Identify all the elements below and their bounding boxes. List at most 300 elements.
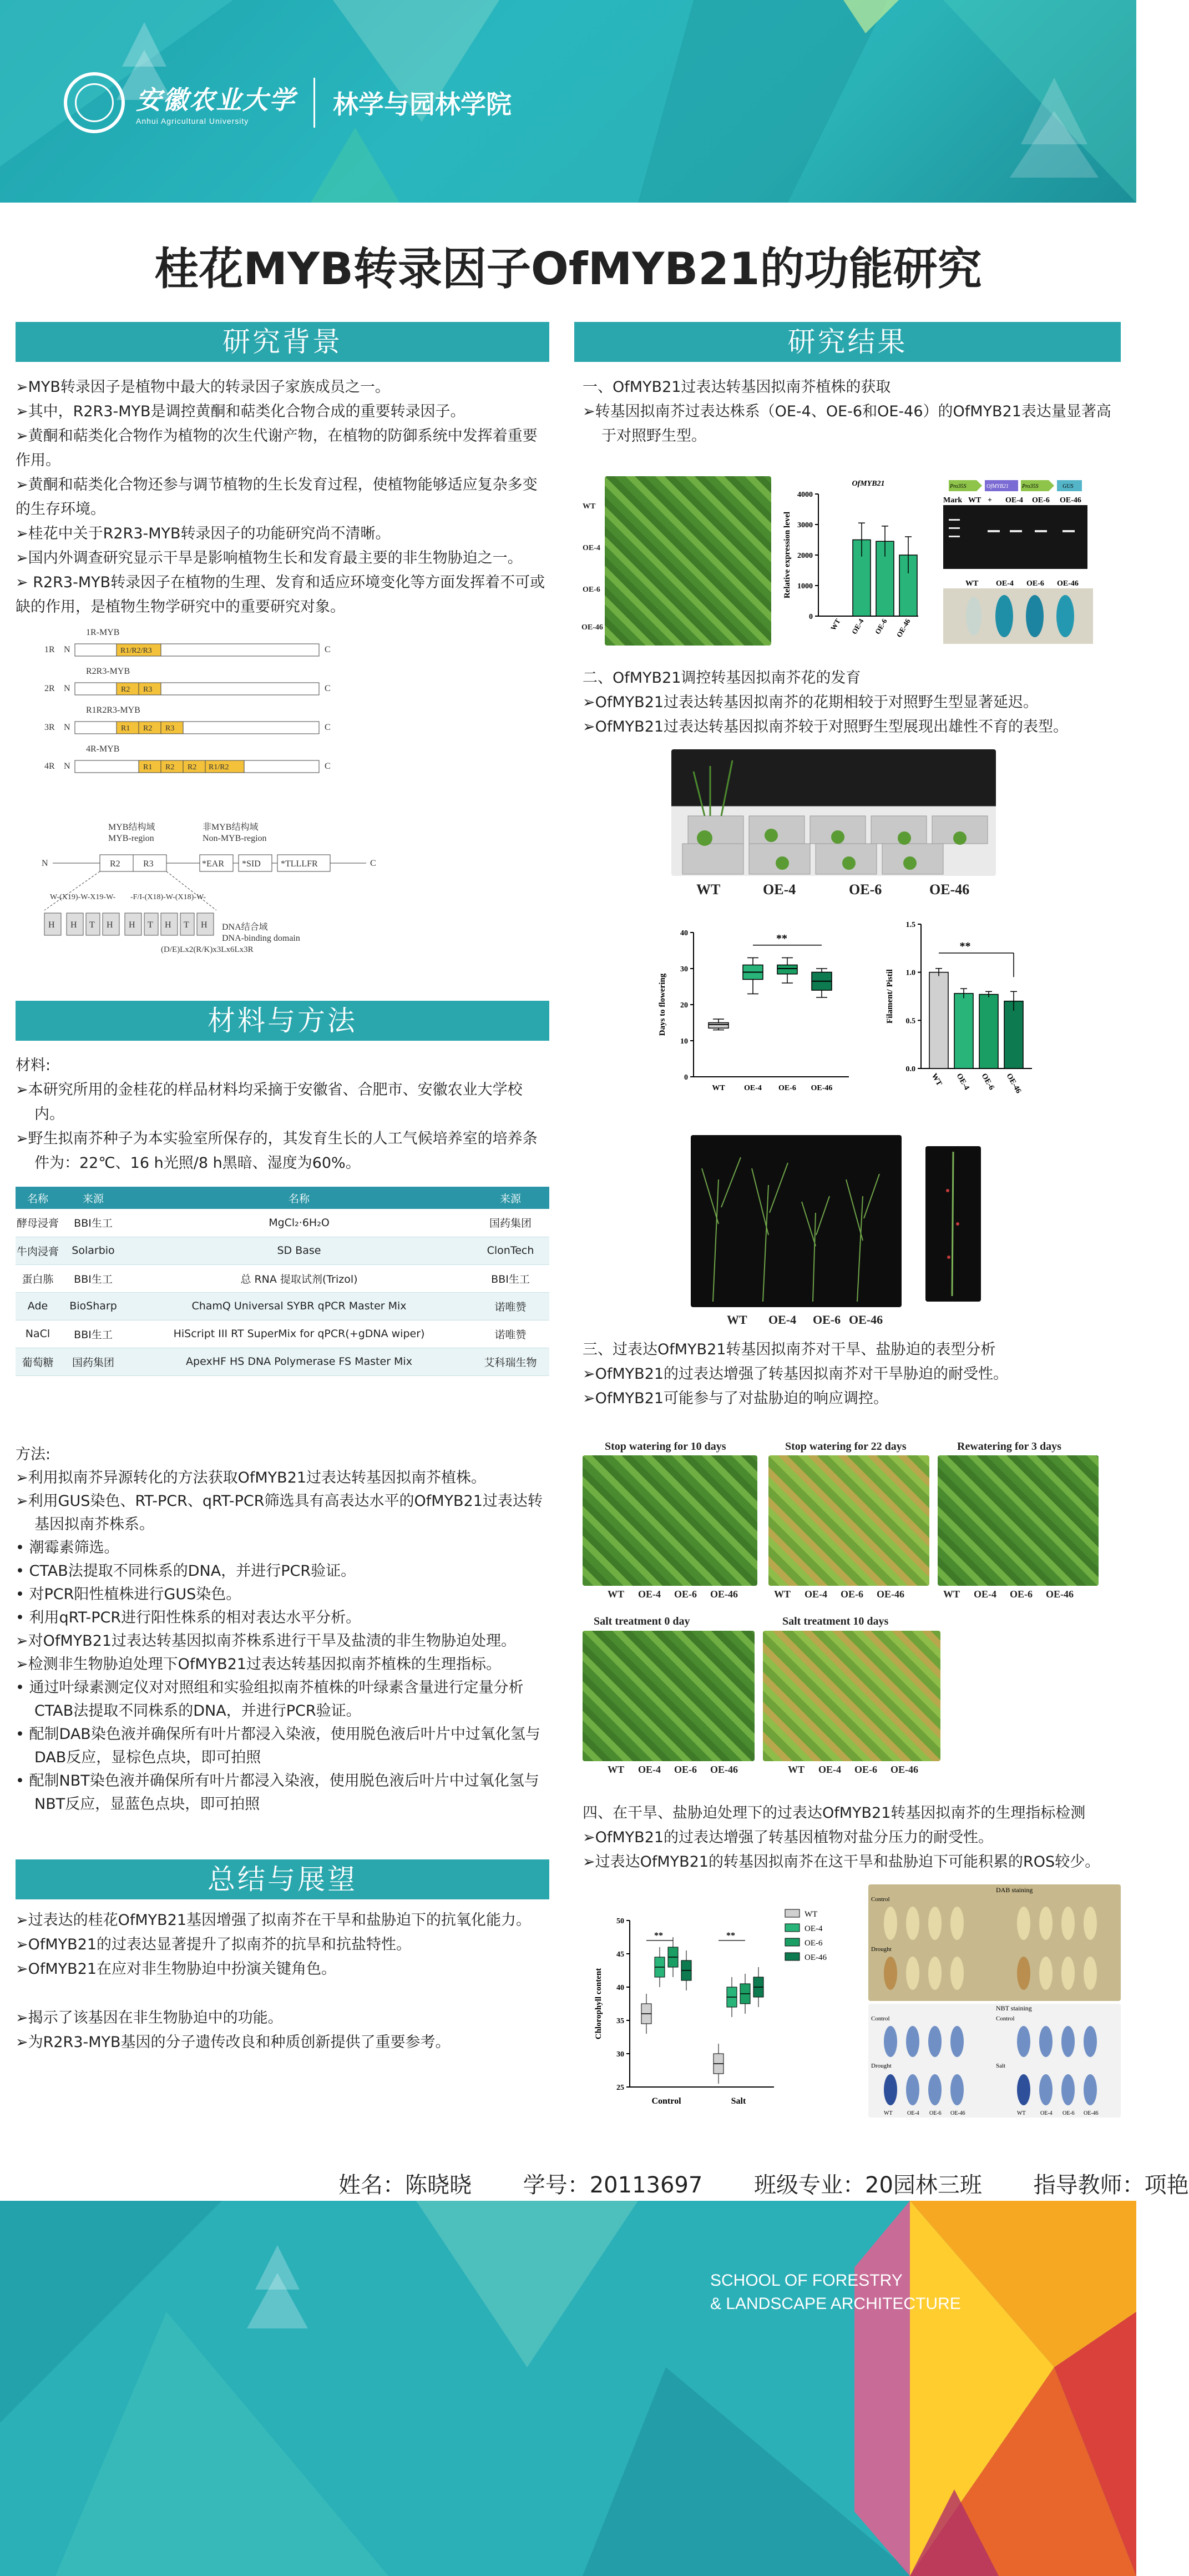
stain-row-label: Control	[871, 2015, 890, 2022]
construct-gel-gus-figure	[943, 475, 1115, 647]
photo-label: OE-4	[763, 881, 796, 898]
school-en-line: SCHOOL OF FORESTRY	[710, 2271, 903, 2290]
methods-text	[16, 1443, 548, 1816]
method-line: • 利用qRT-PCR进行阳性株系的相对表达水平分析。	[16, 1609, 361, 1626]
table-row	[16, 1237, 549, 1264]
y-axis-label: Filament/ Pistil	[886, 969, 894, 1024]
photo-label: OE-46	[710, 1589, 738, 1600]
legend-swatch	[785, 1924, 800, 1932]
turn-label: T	[184, 920, 189, 930]
y-tick-label: 0.0	[905, 1065, 915, 1073]
myb-region-label: MYB结构域	[108, 823, 155, 832]
x-tick-label: OE-46	[894, 617, 912, 639]
significance-marker: **	[654, 1931, 663, 1940]
university-name-en: Anhui Agricultural University	[136, 117, 249, 125]
significance-marker: **	[959, 940, 971, 952]
university-logo	[64, 72, 512, 133]
cell: 诺唯赞	[472, 1292, 549, 1320]
stain-col-label: OE-46	[950, 2110, 965, 2116]
cell: 葡萄糖	[16, 1348, 60, 1375]
summary-line: ➢OfMYB21在应对非生物胁迫中扮演关键角色。	[16, 1960, 337, 1978]
photo-label: WT	[727, 1313, 747, 1327]
cell: MgCl₂·6H₂O	[127, 1209, 472, 1237]
flowering-plants-photo	[671, 749, 996, 876]
domain-label: R2	[110, 859, 120, 869]
gel-image	[943, 505, 1087, 569]
bar	[929, 972, 948, 1068]
stain-row-label: Salt	[996, 2063, 1006, 2069]
photo-label: OE-46	[710, 1764, 738, 1775]
helix-label: H	[70, 920, 77, 930]
turn-label: T	[89, 920, 95, 930]
result-line: ➢OfMYB21可能参与了对盐胁迫的响应调控。	[583, 1390, 889, 1407]
gel-lane-label: WT	[968, 496, 981, 505]
method-line: ➢检测非生物胁迫处理下OfMYB21过表达转基因拟南芥植株的生理指标。	[16, 1656, 502, 1673]
chart-title: OfMYB21	[852, 480, 885, 488]
salt-0d-photo	[583, 1631, 755, 1761]
y-axis-label: Relative expression level	[783, 511, 792, 599]
repeat-label: R2	[188, 763, 197, 772]
divider	[313, 78, 315, 128]
stain-row-label: Drought	[871, 2063, 892, 2069]
materials-text	[16, 1053, 548, 1176]
footer-banner	[0, 2201, 1136, 2576]
legend-swatch	[785, 1909, 800, 1917]
method-line: • CTAB法提取不同株系的DNA，并进行PCR验证。	[16, 1562, 356, 1580]
gus-leaf	[995, 595, 1013, 637]
cell: 总 RNA 提取试剂(Trizol)	[127, 1264, 472, 1292]
photo-label: OE-4	[974, 1589, 997, 1600]
x-tick-label: OE-4	[744, 1084, 762, 1092]
y-tick-label: 40	[616, 1984, 624, 1992]
materials-label: 材料:	[16, 1057, 51, 1074]
photo-label: OE-46	[877, 1589, 905, 1600]
legend-label: WT	[805, 1910, 818, 1919]
myb-region-label-en: MYB-region	[108, 834, 154, 843]
materials-line: ➢野生拟南芥种子为本实验室所保存的，其发育生长的人工气候培养室的培养条件为：22℃、16 h光照/8 h黑暗、湿度为60%。	[16, 1130, 538, 1172]
student-class: 班级专业：20园林三班	[754, 2172, 982, 2198]
table-row	[16, 1348, 549, 1375]
x-tick-label: OE-4	[954, 1072, 971, 1092]
cell: SD Base	[127, 1237, 472, 1264]
myb-class-num: 1R	[44, 645, 55, 654]
x-tick-label: WT	[929, 1072, 944, 1088]
gus-leaf	[1026, 595, 1044, 637]
photo-label: OE-4	[805, 1589, 828, 1600]
myb-class-label: 1R-MYB	[86, 628, 120, 637]
n-term: N	[64, 723, 70, 732]
panel-title: Salt treatment 10 days	[782, 1615, 889, 1627]
results-s1-text	[583, 375, 1115, 448]
box	[709, 1023, 728, 1029]
stain-col-label: OE-4	[907, 2110, 919, 2116]
x-tick-label: OE-46	[811, 1084, 833, 1092]
domain-label: *SID	[242, 859, 261, 869]
x-tick-label: OE-46	[1004, 1072, 1023, 1095]
x-group-label: Control	[651, 2096, 681, 2106]
transgenic-plants-photo	[605, 476, 771, 646]
panel-title: Stop watering for 22 days	[785, 1440, 907, 1453]
footer-decoration	[0, 2201, 1136, 2576]
dna-binding-label: DNA结合域	[222, 922, 268, 932]
result-subtitle: 四、在干旱、盐胁迫处理下的过表达OfMYB21转基因拟南芥的生理指标检测	[583, 1804, 1086, 1822]
repeat-label: R2	[165, 763, 175, 772]
section-heading-methods: 材料与方法	[16, 1001, 549, 1041]
result-line: ➢转基因拟南芥过表达株系（OE-4、OE-6和OE-46）的OfMYB21表达量显著高于对照野生型。	[583, 403, 1111, 445]
photo-label: WT	[608, 1589, 625, 1600]
y-tick-label: 4000	[797, 491, 813, 499]
college-name: 林学与园林学院	[333, 89, 512, 119]
col-header: 来源	[60, 1187, 127, 1209]
legend-swatch	[785, 1938, 800, 1946]
construct-label: Pro35S	[1022, 483, 1039, 490]
repeat-label: R2	[143, 724, 153, 733]
photo-label: OE-6	[674, 1589, 697, 1600]
result-subtitle: 二、OfMYB21调控转基因拟南芥花的发育	[583, 669, 861, 687]
box	[777, 965, 797, 974]
row-label: WT	[583, 502, 596, 511]
cell: 酵母浸膏	[16, 1209, 60, 1237]
x-group-label: Salt	[731, 2096, 746, 2106]
helix-label: H	[201, 920, 208, 930]
col-header: 名称	[127, 1187, 472, 1209]
c-term: C	[325, 645, 331, 654]
photo-label: OE-6	[854, 1764, 878, 1775]
panel-title: Rewatering for 3 days	[957, 1440, 1061, 1453]
method-line: • 配制NBT染色液并确保所有叶片都浸入染液，使用脱色液后叶片中过氧化氢与NBT反应，显蓝色点块，即可拍照	[16, 1772, 539, 1813]
salt-10d-photo	[763, 1631, 940, 1761]
y-tick-label: 0	[809, 613, 813, 621]
method-label: 方法:	[16, 1446, 51, 1463]
section-heading-results: 研究结果	[574, 322, 1121, 362]
summary-line: ➢OfMYB21的过表达显著提升了拟南芥的抗旱和抗盐特性。	[16, 1936, 412, 1953]
gus-label: OE-4	[996, 579, 1014, 588]
myb-class-num: 4R	[44, 762, 55, 771]
gus-label: WT	[965, 579, 979, 588]
author-info	[338, 2167, 1189, 2199]
y-tick-label: 1.0	[905, 969, 915, 977]
nbt-staining-photo	[868, 2004, 1121, 2118]
photo-label: WT	[696, 881, 721, 898]
gus-leaf	[1056, 595, 1074, 637]
university-name: 安徽农业大学	[136, 85, 296, 115]
cell: 蛋白胨	[16, 1264, 60, 1292]
bar	[979, 995, 998, 1068]
section-heading-summary: 总结与展望	[16, 1859, 549, 1899]
y-tick-label: 30	[616, 2050, 624, 2059]
reagent-table	[16, 1187, 549, 1376]
y-tick-label: 25	[616, 2084, 624, 2092]
rewatering-photo	[938, 1455, 1099, 1586]
gel-lane-label: OE-4	[1005, 496, 1023, 505]
bg-line: ➢桂花中关于R2R3-MYB转录因子的功能研究尚不清晰。	[16, 525, 391, 542]
dna-binding-label-en: DNA-binding domain	[222, 934, 300, 943]
helix-label: H	[48, 920, 55, 930]
c-term: C	[325, 684, 331, 693]
poster-title: 桂花MYB转录因子OfMYB21的功能研究	[154, 243, 982, 295]
y-tick-label: 40	[680, 929, 688, 937]
row-label: OE-6	[583, 586, 600, 594]
c-term: C	[325, 723, 331, 732]
photo-label: WT	[774, 1589, 791, 1600]
legend-label: OE-4	[805, 1924, 823, 1933]
repeat-label: R3	[143, 685, 153, 694]
y-tick-label: 2000	[797, 552, 813, 560]
consensus-label: (D/E)Lx2(R/K)x3Lx6Lx3R	[161, 945, 254, 954]
y-tick-label: 10	[680, 1037, 688, 1046]
advisor: 指导教师：项艳	[1033, 2172, 1189, 2198]
results-s3-text	[583, 1338, 1115, 1411]
photo-label: OE-6	[849, 881, 882, 898]
result-line: ➢OfMYB21的过表达增强了转基因拟南芥对干旱胁迫的耐受性。	[583, 1365, 1009, 1383]
c-term: C	[370, 859, 376, 868]
cell: ApexHF HS DNA Polymerase FS Master Mix	[127, 1348, 472, 1375]
stain-row-label: Control	[996, 2015, 1015, 2022]
n-term: N	[64, 645, 70, 654]
photo-label: OE-46	[891, 1764, 919, 1775]
photo-label: OE-46	[929, 881, 970, 898]
col-header: 名称	[16, 1187, 60, 1209]
table-row	[16, 1320, 549, 1348]
flower-morphology-photo	[691, 1135, 902, 1307]
domain-label: *TLLLFR	[281, 859, 318, 869]
results-s2-text	[583, 666, 1115, 739]
y-tick-label: 0	[684, 1073, 688, 1082]
cell: ChamQ Universal SYBR qPCR Master Mix	[127, 1292, 472, 1320]
y-tick-label: 50	[616, 1917, 624, 1925]
x-tick-label: OE-6	[778, 1084, 796, 1092]
significance-marker: **	[726, 1931, 735, 1940]
n-term: N	[64, 762, 70, 771]
result-subtitle: 三、过表达OfMYB21转基因拟南芥对干旱、盐胁迫的表型分析	[583, 1341, 996, 1358]
table-row	[16, 1209, 549, 1237]
materials-line: ➢本研究所用的金桂花的样品材料均采摘于安徽省、合肥市、安徽农业大学校内。	[16, 1081, 523, 1123]
x-tick-label: OE-4	[849, 617, 866, 636]
drought-10d-photo	[583, 1455, 757, 1586]
photo-label: OE-6	[841, 1589, 864, 1600]
x-tick-label: WT	[828, 617, 842, 632]
legend-label: OE-46	[805, 1953, 827, 1962]
x-tick-label: WT	[712, 1084, 725, 1092]
gus-leaf	[966, 597, 981, 636]
gel-lane-label: Mark	[943, 496, 963, 505]
school-en-line: & LANDSCAPE ARCHITECTURE	[710, 2295, 961, 2313]
drought-22d-photo	[768, 1455, 929, 1586]
turn-label: T	[148, 920, 153, 930]
photo-label: OE-6	[674, 1764, 697, 1775]
helix-label: H	[129, 920, 135, 930]
bg-line: ➢MYB转录因子是植物中最大的转录因子家族成员之一。	[16, 379, 390, 396]
gel-lane-label: OE-6	[1032, 496, 1050, 505]
result-subtitle: 一、OfMYB21过表达转基因拟南芥植株的获取	[583, 379, 891, 396]
gus-label: OE-6	[1026, 579, 1044, 588]
cell: BioSharp	[60, 1292, 127, 1320]
y-tick-label: 1.5	[905, 921, 915, 929]
summary-line: ➢过表达的桂花OfMYB21基因增强了拟南芥在干旱和盐胁迫下的抗氧化能力。	[16, 1912, 532, 1929]
construct-label: GUS	[1062, 483, 1074, 490]
row-label: OE-4	[583, 544, 600, 552]
method-line: ➢利用GUS染色、RT-PCR、qRT-PCR筛选具有高表达水平的OfMYB21过表达转基因拟南芥株系。	[16, 1493, 543, 1533]
y-tick-label: 35	[616, 2017, 624, 2025]
summary-line: ➢揭示了该基因在非生物胁迫中的功能。	[16, 2009, 283, 2026]
x-tick-label: OE-6	[873, 617, 889, 636]
result-line: ➢OfMYB21过表达转基因拟南芥的花期相较于对照野生型显著延迟。	[583, 694, 1039, 711]
y-tick-label: 0.5	[905, 1017, 915, 1026]
summary-line: ➢为R2R3-MYB基因的分子遗传改良和种质创新提供了重要参考。	[16, 2034, 451, 2051]
method-line: • 配制DAB染色液并确保所有叶片都浸入染液，使用脱色液后叶片中过氧化氢与DAB反应，显棕色点块，即可拍照	[16, 1726, 540, 1766]
cell: 诺唯赞	[472, 1320, 549, 1348]
cell: BBI生工	[472, 1264, 549, 1292]
photo-label: OE-46	[1046, 1589, 1074, 1600]
photo-label: WT	[788, 1764, 805, 1775]
table-row	[16, 1264, 549, 1292]
stain-row-label: Control	[871, 1896, 890, 1903]
y-tick-label: 45	[616, 1950, 624, 1959]
photo-label: OE-4	[818, 1764, 842, 1775]
stain-col-label: OE-6	[1062, 2110, 1075, 2116]
cell: HiScript III RT SuperMix for qPCR(+gDNA wiper)	[127, 1320, 472, 1348]
header-banner	[0, 0, 1136, 203]
student-name: 姓名：陈晓晓	[338, 2172, 472, 2198]
gel-lane-label: OE-46	[1060, 496, 1081, 505]
stain-row-label: Drought	[871, 1946, 892, 1953]
panel-title: Stop watering for 10 days	[605, 1440, 726, 1453]
chlorophyll-box-chart	[585, 1898, 874, 2120]
domain-label: *EAR	[202, 859, 224, 869]
bg-line: ➢ R2R3-MYB转录因子在植物的生理、发育和适应环境变化等方面发挥着不可或缺的作用，是植物生物学研究中的重要研究对象。	[16, 574, 545, 616]
background-text	[16, 375, 548, 619]
method-line: ➢利用拟南芥异源转化的方法获取OfMYB21过表达转基因拟南芥植株。	[16, 1469, 487, 1486]
col-header: 来源	[472, 1187, 549, 1209]
photo-label: OE-46	[849, 1313, 883, 1327]
photo-label: OE-6	[813, 1313, 841, 1327]
motif-label: W-(X19)-W-X19-W-	[50, 893, 116, 901]
seal-icon	[64, 72, 125, 133]
myb-class-label: R1R2R3-MYB	[86, 705, 140, 715]
bg-line: ➢其中，R2R3-MYB是调控黄酮和萜类化合物合成的重要转录因子。	[16, 403, 466, 420]
legend-label: OE-6	[805, 1939, 823, 1948]
x-tick-label: OE-6	[979, 1072, 996, 1092]
photo-label: OE-6	[1010, 1589, 1033, 1600]
myb-class-label: R2R3-MYB	[86, 667, 130, 676]
repeat-label: R1	[121, 724, 130, 733]
summary-spacer	[16, 1982, 548, 2006]
gus-label: OE-46	[1057, 579, 1079, 588]
non-myb-region-label: 非MYB结构域	[203, 823, 259, 832]
cell: BBI生工	[60, 1209, 127, 1237]
n-term: N	[42, 859, 48, 868]
dab-staining-photo	[868, 1884, 1121, 2001]
expression-bar-chart	[774, 472, 940, 655]
method-line: • 潮霉素筛选。	[16, 1539, 119, 1556]
flower-closeup-photo	[925, 1146, 981, 1302]
construct-label: Pro35S	[950, 483, 967, 490]
repeat-label: R3	[165, 724, 175, 733]
legend-swatch	[785, 1953, 800, 1960]
method-line: ➢对OfMYB21过表达转基因拟南芥株系进行干旱及盐渍的非生物胁迫处理。	[16, 1632, 517, 1650]
stain-col-label: OE-46	[1084, 2110, 1099, 2116]
stain-col-label: WT	[884, 2110, 893, 2116]
n-term: N	[64, 684, 70, 693]
c-term: C	[325, 762, 331, 771]
myb-class-num: 3R	[44, 723, 55, 732]
bar	[1004, 1001, 1023, 1068]
stain-title: DAB staining	[996, 1886, 1033, 1894]
bg-line: ➢黄酮和萜类化合物作为植物的次生代谢产物，在植物的防御系统中发挥着重要作用。	[16, 427, 538, 469]
y-tick-label: 20	[680, 1001, 688, 1010]
repeat-label: R2	[121, 685, 130, 694]
row-label: OE-46	[581, 623, 603, 632]
cell: 艾科瑞生物	[472, 1348, 549, 1375]
domain-label: R3	[143, 859, 154, 869]
myb-class-num: 2R	[44, 684, 55, 693]
motif-label: -F/I-(X18)-W-(X18)-W-	[130, 893, 206, 901]
results-s4-text	[583, 1801, 1115, 1874]
myb-structure-diagram	[33, 627, 422, 994]
result-line: ➢OfMYB21过表达转基因拟南芥较于对照野生型展现出雄性不育的表型。	[583, 718, 1069, 735]
stain-col-label: OE-6	[929, 2110, 942, 2116]
cell: BBI生工	[60, 1320, 127, 1348]
cell: 牛肉浸膏	[16, 1237, 60, 1264]
myb-class-label: 4R-MYB	[86, 744, 120, 754]
stain-col-label: OE-4	[1040, 2110, 1053, 2116]
days-to-flowering-chart	[644, 910, 866, 1110]
result-line: ➢过表达OfMYB21的转基因拟南芥在这干旱和盐胁迫下可能积累的ROS较少。	[583, 1853, 1100, 1871]
cell: 国药集团	[60, 1348, 127, 1375]
gel-lane-label: +	[988, 496, 992, 505]
panel-title: Salt treatment 0 day	[594, 1615, 690, 1627]
y-tick-label: 30	[680, 965, 688, 974]
repeat-label: R1/R2/R3	[120, 647, 152, 655]
helix-label: H	[107, 920, 113, 930]
y-tick-label: 1000	[797, 582, 813, 591]
y-tick-label: 3000	[797, 521, 813, 530]
student-id: 学号：20113697	[523, 2172, 703, 2198]
filament-pistil-chart	[871, 902, 1054, 1124]
stain-col-label: WT	[1017, 2110, 1026, 2116]
photo-label: OE-4	[768, 1313, 797, 1327]
cell: NaCl	[16, 1320, 60, 1348]
method-line: • 通过叶绿素测定仪对对照组和实验组拟南芥植株的叶绿素含量进行定量分析CTAB法提取不同株系的DNA，并进行PCR验证。	[16, 1679, 524, 1720]
y-axis-label: Days to flowering	[658, 973, 667, 1036]
photo-label: WT	[608, 1764, 625, 1775]
repeat-label: R1/R2	[209, 763, 229, 772]
y-axis-label: Chlorophyll content	[594, 1968, 603, 2040]
construct-label: OfMYB21	[986, 483, 1009, 490]
cell: Ade	[16, 1292, 60, 1320]
cell: ClonTech	[472, 1237, 549, 1264]
photo-label: WT	[943, 1589, 960, 1600]
table-row	[16, 1292, 549, 1320]
section-heading-background: 研究背景	[16, 322, 549, 362]
result-line: ➢OfMYB21的过表达增强了转基因植物对盐分压力的耐受性。	[583, 1829, 994, 1846]
repeat-label: R1	[143, 763, 153, 772]
cell: Solarbio	[60, 1237, 127, 1264]
bar	[954, 994, 973, 1068]
bg-line: ➢黄酮和萜类化合物还参与调节植物的生长发育过程，使植物能够适应复杂多变的生存环境。	[16, 476, 538, 518]
non-myb-region-label-en: Non-MYB-region	[203, 834, 267, 843]
helix-label: H	[165, 920, 171, 930]
photo-label: OE-4	[638, 1589, 661, 1600]
photo-label: OE-4	[638, 1764, 661, 1775]
school-name-en	[710, 2269, 961, 2316]
cell: BBI生工	[60, 1264, 127, 1292]
method-line: • 对PCR阳性植株进行GUS染色。	[16, 1586, 241, 1603]
bg-line: ➢国内外调查研究显示干旱是影响植物生长和发育最主要的非生物胁迫之一。	[16, 550, 523, 567]
summary-text	[16, 1908, 548, 2055]
stain-title: NBT staining	[996, 2004, 1032, 2012]
significance-marker: **	[776, 932, 787, 945]
